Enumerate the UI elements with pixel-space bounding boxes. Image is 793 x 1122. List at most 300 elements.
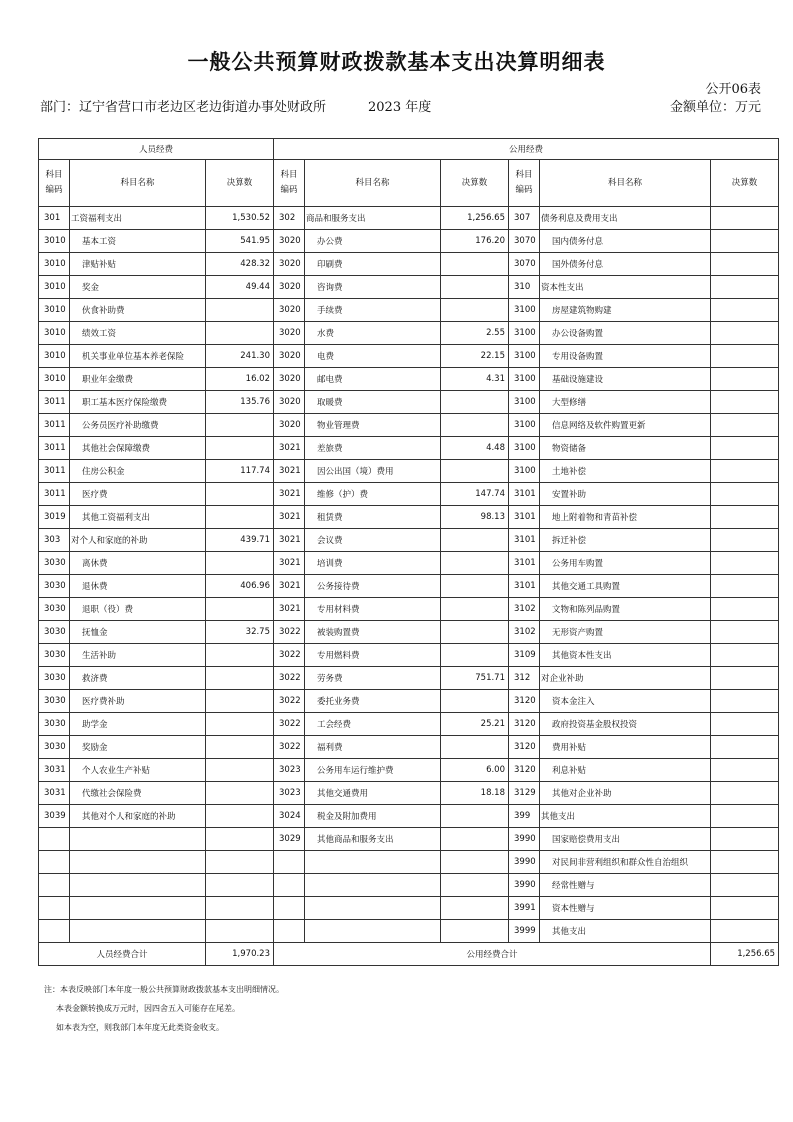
amount [441, 805, 509, 828]
amount: 32.75 [206, 621, 274, 644]
subject-code: 3070 [509, 253, 540, 276]
subject-name: 职业年金缴费 [70, 368, 206, 391]
subject-code: 3020 [274, 299, 305, 322]
subject-code: 3039 [39, 805, 70, 828]
subject-code: 3030 [39, 621, 70, 644]
notes [44, 980, 284, 1037]
subject-name: 奖金 [70, 276, 206, 299]
amount [206, 759, 274, 782]
amount [206, 299, 274, 322]
amount: 176.20 [441, 230, 509, 253]
subject-name: 生活补助 [70, 644, 206, 667]
subject-name: 其他支出 [540, 920, 711, 943]
subject-name: 其他对企业补助 [540, 782, 711, 805]
subject-name: 医疗费 [70, 483, 206, 506]
subject-name: 专用材料费 [305, 598, 441, 621]
header-name: 科目名称 [540, 160, 711, 207]
amount [206, 322, 274, 345]
subject-name: 信息网络及软件购置更新 [540, 414, 711, 437]
subject-code: 3990 [509, 874, 540, 897]
subject-code: 3031 [39, 782, 70, 805]
subject-code: 3101 [509, 529, 540, 552]
table-row [39, 667, 779, 690]
header-name: 科目名称 [305, 160, 441, 207]
subject-code: 3030 [39, 644, 70, 667]
subject-code: 3031 [39, 759, 70, 782]
header-code-text: 科目 编码 [45, 170, 63, 195]
subject-code: 3021 [274, 598, 305, 621]
subject-code [274, 874, 305, 897]
subject-code [39, 920, 70, 943]
subject-code: 3010 [39, 368, 70, 391]
subject-code: 3011 [39, 414, 70, 437]
subject-name: 邮电费 [305, 368, 441, 391]
amount [206, 506, 274, 529]
table-row [39, 759, 779, 782]
subject-code: 307 [509, 207, 540, 230]
subject-code: 3020 [274, 345, 305, 368]
subject-code: 3022 [274, 667, 305, 690]
page-title: 一般公共预算财政拨款基本支出决算明细表 [187, 50, 606, 74]
amount: 98.13 [441, 506, 509, 529]
amount [441, 736, 509, 759]
subject-code: 3021 [274, 529, 305, 552]
subject-name: 手续费 [305, 299, 441, 322]
subject-name: 医疗费补助 [70, 690, 206, 713]
table-row [39, 460, 779, 483]
subject-name: 差旅费 [305, 437, 441, 460]
subject-name: 绩效工资 [70, 322, 206, 345]
subject-name: 被装购置费 [305, 621, 441, 644]
table-row [39, 552, 779, 575]
subject-code [39, 828, 70, 851]
subject-code: 399 [509, 805, 540, 828]
amount [206, 782, 274, 805]
subject-name: 资本金注入 [540, 690, 711, 713]
amount [711, 207, 779, 230]
subject-code: 3030 [39, 690, 70, 713]
amount: 22.15 [441, 345, 509, 368]
subject-name: 其他交通工具购置 [540, 575, 711, 598]
subject-name: 公务用车购置 [540, 552, 711, 575]
subject-name: 资本性支出 [540, 276, 711, 299]
subject-name: 职工基本医疗保险缴费 [70, 391, 206, 414]
subject-code: 3021 [274, 552, 305, 575]
amount [711, 391, 779, 414]
subject-code: 3990 [509, 828, 540, 851]
subject-name [70, 851, 206, 874]
table-row [39, 345, 779, 368]
subject-code: 3030 [39, 667, 70, 690]
subject-code: 3101 [509, 552, 540, 575]
subject-code [39, 897, 70, 920]
subject-name: 房屋建筑物购建 [540, 299, 711, 322]
amount [206, 414, 274, 437]
amount [441, 690, 509, 713]
amount [441, 920, 509, 943]
personnel-total-label: 人员经费合计 [39, 943, 206, 966]
subject-name: 其他支出 [540, 805, 711, 828]
amount: 117.74 [206, 460, 274, 483]
amount [711, 345, 779, 368]
subject-code: 3030 [39, 736, 70, 759]
amount [441, 598, 509, 621]
subject-name: 工资福利支出 [70, 207, 206, 230]
table-row [39, 276, 779, 299]
subject-name [305, 851, 441, 874]
amount: 751.71 [441, 667, 509, 690]
amount: 406.96 [206, 575, 274, 598]
amount [441, 897, 509, 920]
subject-code [274, 920, 305, 943]
subject-code: 3010 [39, 299, 70, 322]
amount: 6.00 [441, 759, 509, 782]
amount [441, 414, 509, 437]
amount [711, 713, 779, 736]
amount: 241.30 [206, 345, 274, 368]
amount [711, 483, 779, 506]
table-row [39, 920, 779, 943]
table-row [39, 253, 779, 276]
amount: 1,530.52 [206, 207, 274, 230]
subject-name: 个人农业生产补贴 [70, 759, 206, 782]
amount: 135.76 [206, 391, 274, 414]
subject-name: 其他商品和服务支出 [305, 828, 441, 851]
subject-code: 3109 [509, 644, 540, 667]
header-code [39, 160, 70, 207]
amount [441, 460, 509, 483]
subject-code: 3102 [509, 621, 540, 644]
subject-code: 3120 [509, 736, 540, 759]
subject-name: 印刷费 [305, 253, 441, 276]
subject-code: 3010 [39, 253, 70, 276]
amount: 147.74 [441, 483, 509, 506]
table-row [39, 506, 779, 529]
amount: 4.48 [441, 437, 509, 460]
amount: 18.18 [441, 782, 509, 805]
subject-code: 3021 [274, 506, 305, 529]
subject-name: 奖励金 [70, 736, 206, 759]
subject-name: 对企业补助 [540, 667, 711, 690]
subject-name: 委托业务费 [305, 690, 441, 713]
subject-code: 302 [274, 207, 305, 230]
subject-name [305, 920, 441, 943]
subject-name: 费用补贴 [540, 736, 711, 759]
subject-code: 3022 [274, 621, 305, 644]
subject-code: 3022 [274, 736, 305, 759]
table-row [39, 322, 779, 345]
amount [206, 874, 274, 897]
amount [711, 598, 779, 621]
amount [711, 851, 779, 874]
subject-code: 3011 [39, 437, 70, 460]
public-total-amount: 1,256.65 [711, 943, 779, 966]
subject-name: 退职（役）费 [70, 598, 206, 621]
subject-name: 无形资产购置 [540, 621, 711, 644]
header-code-text: 科目 编码 [515, 170, 533, 195]
subject-name: 利息补贴 [540, 759, 711, 782]
subject-name: 国家赔偿费用支出 [540, 828, 711, 851]
subject-name: 其他交通费用 [305, 782, 441, 805]
amount [711, 368, 779, 391]
subject-code: 3100 [509, 437, 540, 460]
amount [711, 575, 779, 598]
expenditure-table [38, 138, 779, 966]
subject-code: 3020 [274, 276, 305, 299]
table-row [39, 621, 779, 644]
subject-name [70, 828, 206, 851]
subject-code: 3011 [39, 483, 70, 506]
subject-name: 维修（护）费 [305, 483, 441, 506]
subject-code: 3120 [509, 690, 540, 713]
amount [206, 805, 274, 828]
subject-code: 3023 [274, 782, 305, 805]
subject-code: 303 [39, 529, 70, 552]
amount [206, 897, 274, 920]
header-code [509, 160, 540, 207]
amount: 4.31 [441, 368, 509, 391]
subject-code: 3100 [509, 368, 540, 391]
subject-code: 3120 [509, 713, 540, 736]
subject-code: 3100 [509, 391, 540, 414]
department-label: 部门：辽宁省营口市老边区老边街道办事处财政所 [40, 100, 327, 115]
amount [441, 621, 509, 644]
subject-name: 对民间非营利组织和群众性自治组织 [540, 851, 711, 874]
header-name: 科目名称 [70, 160, 206, 207]
amount [711, 828, 779, 851]
table-row [39, 851, 779, 874]
amount [206, 736, 274, 759]
note-line: 注：本表反映部门本年度一般公共预算财政拨款基本支出明细情况。 [44, 985, 284, 994]
table-row [39, 299, 779, 322]
subject-name: 电费 [305, 345, 441, 368]
subject-name: 租赁费 [305, 506, 441, 529]
subject-name: 因公出国（境）费用 [305, 460, 441, 483]
subject-code [39, 874, 70, 897]
subject-code: 3030 [39, 713, 70, 736]
amount [441, 575, 509, 598]
amount: 541.95 [206, 230, 274, 253]
amount [711, 759, 779, 782]
amount [206, 598, 274, 621]
subject-name: 咨询费 [305, 276, 441, 299]
subject-name: 救济费 [70, 667, 206, 690]
amount [441, 253, 509, 276]
subject-code: 3011 [39, 391, 70, 414]
table-row [39, 207, 779, 230]
subject-name: 其他对个人和家庭的补助 [70, 805, 206, 828]
subject-code: 3101 [509, 483, 540, 506]
amount [711, 276, 779, 299]
subject-name: 抚恤金 [70, 621, 206, 644]
subject-name: 基本工资 [70, 230, 206, 253]
subject-name: 专用设备购置 [540, 345, 711, 368]
subject-code: 3101 [509, 575, 540, 598]
table-row [39, 713, 779, 736]
amount [206, 851, 274, 874]
header-code [274, 160, 305, 207]
subject-code: 3022 [274, 713, 305, 736]
header-code-text: 科目 编码 [280, 170, 298, 195]
table-row [39, 874, 779, 897]
subject-code: 3010 [39, 322, 70, 345]
amount [711, 667, 779, 690]
amount [206, 552, 274, 575]
amount: 49.44 [206, 276, 274, 299]
subject-name: 工会经费 [305, 713, 441, 736]
subject-name: 国外债务付息 [540, 253, 711, 276]
amount [441, 874, 509, 897]
amount [711, 437, 779, 460]
subject-name: 安置补助 [540, 483, 711, 506]
amount [711, 322, 779, 345]
subject-name: 政府投资基金股权投资 [540, 713, 711, 736]
table-row [39, 529, 779, 552]
amount [711, 414, 779, 437]
subject-code: 3030 [39, 598, 70, 621]
amount [441, 391, 509, 414]
table-row [39, 391, 779, 414]
amount [711, 897, 779, 920]
subject-name: 拆迁补偿 [540, 529, 711, 552]
subject-code: 3010 [39, 276, 70, 299]
subject-name: 债务利息及费用支出 [540, 207, 711, 230]
subject-name [305, 874, 441, 897]
subject-code: 3070 [509, 230, 540, 253]
amount [441, 552, 509, 575]
amount [711, 805, 779, 828]
subject-name: 公务接待费 [305, 575, 441, 598]
subject-code: 3021 [274, 460, 305, 483]
amount [441, 644, 509, 667]
subject-code: 3020 [274, 414, 305, 437]
form-number: 公开06表 [705, 82, 761, 97]
table-row [39, 368, 779, 391]
totals-row [39, 943, 779, 966]
amount [711, 782, 779, 805]
amount [711, 920, 779, 943]
subject-name: 取暖费 [305, 391, 441, 414]
amount [441, 529, 509, 552]
subject-code: 3990 [509, 851, 540, 874]
amount [711, 460, 779, 483]
subject-name: 商品和服务支出 [305, 207, 441, 230]
table-row [39, 575, 779, 598]
subject-code: 3020 [274, 322, 305, 345]
table-row [39, 483, 779, 506]
amount [206, 828, 274, 851]
subject-code: 3021 [274, 483, 305, 506]
subject-name: 国内债务付息 [540, 230, 711, 253]
subject-name: 公务用车运行维护费 [305, 759, 441, 782]
amount [441, 851, 509, 874]
subject-code: 3129 [509, 782, 540, 805]
table-row [39, 736, 779, 759]
subject-code: 301 [39, 207, 70, 230]
amount [711, 552, 779, 575]
subject-code: 3030 [39, 552, 70, 575]
subject-name: 水费 [305, 322, 441, 345]
subject-code [274, 851, 305, 874]
amount [711, 690, 779, 713]
section-public-header: 公用经费 [274, 139, 779, 160]
subject-code: 310 [509, 276, 540, 299]
table-row [39, 230, 779, 253]
amount [711, 230, 779, 253]
subject-name: 劳务费 [305, 667, 441, 690]
amount: 1,256.65 [441, 207, 509, 230]
subject-name: 税金及附加费用 [305, 805, 441, 828]
subject-name: 离休费 [70, 552, 206, 575]
subject-code: 3999 [509, 920, 540, 943]
amount [206, 437, 274, 460]
subject-code: 3019 [39, 506, 70, 529]
amount [206, 690, 274, 713]
subject-name: 助学金 [70, 713, 206, 736]
subject-name: 公务员医疗补助缴费 [70, 414, 206, 437]
subject-code: 3100 [509, 322, 540, 345]
subject-code: 3100 [509, 460, 540, 483]
subject-name: 福利费 [305, 736, 441, 759]
amount [441, 828, 509, 851]
table-row [39, 644, 779, 667]
subject-code: 3100 [509, 299, 540, 322]
subject-name: 机关事业单位基本养老保险 [70, 345, 206, 368]
header-amount: 决算数 [206, 160, 274, 207]
amount [206, 920, 274, 943]
subject-name: 资本性赠与 [540, 897, 711, 920]
table-row [39, 805, 779, 828]
amount-unit: 金额单位：万元 [669, 100, 761, 115]
subject-name: 培训费 [305, 552, 441, 575]
subject-name: 经常性赠与 [540, 874, 711, 897]
subject-code: 3010 [39, 345, 70, 368]
amount [711, 506, 779, 529]
amount: 428.32 [206, 253, 274, 276]
subject-name: 物业管理费 [305, 414, 441, 437]
subject-name [70, 874, 206, 897]
subject-code: 3021 [274, 575, 305, 598]
table-row [39, 828, 779, 851]
subject-name: 其他工资福利支出 [70, 506, 206, 529]
subject-name: 其他社会保障缴费 [70, 437, 206, 460]
table-row [39, 598, 779, 621]
header-amount: 决算数 [711, 160, 779, 207]
subject-code [274, 897, 305, 920]
amount [711, 736, 779, 759]
subject-code: 3100 [509, 345, 540, 368]
subject-code: 3020 [274, 230, 305, 253]
subject-name: 会议费 [305, 529, 441, 552]
subject-name [70, 920, 206, 943]
subject-name: 土地补偿 [540, 460, 711, 483]
subject-code: 3030 [39, 575, 70, 598]
amount: 2.55 [441, 322, 509, 345]
subject-name [305, 897, 441, 920]
amount [711, 644, 779, 667]
subject-name: 文物和陈列品购置 [540, 598, 711, 621]
subject-name: 代缴社会保险费 [70, 782, 206, 805]
amount [206, 713, 274, 736]
subject-code: 3100 [509, 414, 540, 437]
subject-code: 3020 [274, 368, 305, 391]
subject-name: 其他资本性支出 [540, 644, 711, 667]
subject-code: 3010 [39, 230, 70, 253]
amount [441, 299, 509, 322]
subject-name: 物资储备 [540, 437, 711, 460]
subject-code: 3023 [274, 759, 305, 782]
note-line: 本表金额转换成万元时，因四舍五入可能存在尾差。 [56, 1004, 240, 1013]
